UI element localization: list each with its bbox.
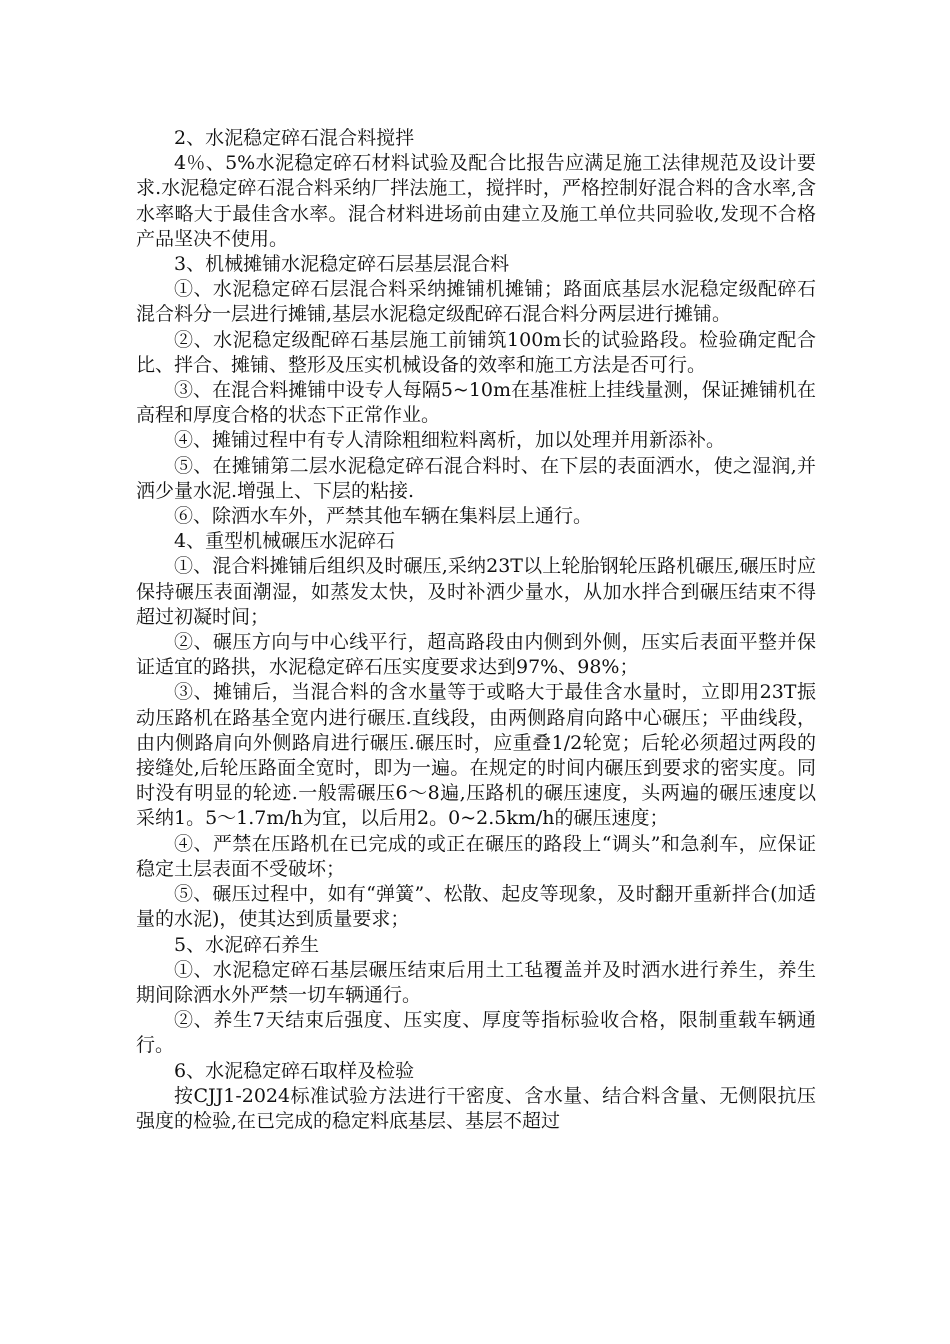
document-body	[136, 126, 816, 1134]
section-heading-sampling: 6、水泥稳定碎石取样及检验	[174, 1059, 415, 1082]
paragraph-paving-1: ①、水泥稳定碎石层混合料采纳摊铺机摊铺；路面底基层水泥稳定级配碎石混合料分一层进行摊铺,基层水泥稳定级配碎石混合料分两层进行摊铺。	[136, 278, 816, 326]
paragraph-rolling-3: ③、摊铺后，当混合料的含水量等于或略大于最佳含水量时，立即用23T振动压路机在路基全宽内进行碾压.直线段，由两侧路肩向路中心碾压；平曲线段，由内侧路肩向外侧路肩进行碾压.碾压时，应重叠1/2轮宽；后轮必须超过两段的接缝处,后轮压路面全宽时，即为一遍。在规定的时间内碾压到要求的密实度。同时没有明显的轮迹.一般需碾压6～8遍,压路机的碾压速度，头两遍的碾压速度以采纳1。5～1.7m/h为宜，以后用2。0~2.5km/h的碾压速度；	[136, 681, 816, 830]
paragraph-rolling-5: ⑤、碾压过程中，如有“弹簧”、松散、起皮等现象，及时翻开重新拌合(加适量的水泥)，使其达到质量要求；	[136, 883, 816, 931]
paragraph-mixing-requirements: 4％、5%水泥稳定碎石材料试验及配合比报告应满足施工法律规范及设计要求.水泥稳定碎石混合料采纳厂拌法施工，搅拌时，严格控制好混合料的含水率,含水率略大于最佳含水率。混合材料进场前由建立及施工单位共同验收,发现不合格产品坚决不使用。	[136, 152, 816, 250]
section-heading-curing: 5、水泥碎石养生	[174, 933, 320, 956]
paragraph-paving-5: ⑤、在摊铺第二层水泥稳定碎石混合料时、在下层的表面洒水，使之湿润,并洒少量水泥.增强上、下层的粘接.	[136, 454, 816, 502]
section-heading-rolling: 4、重型机械碾压水泥碎石	[174, 530, 396, 553]
paragraph-rolling-1: ①、混合料摊铺后组织及时碾压,采纳23T以上轮胎钢轮压路机碾压,碾压时应保持碾压表面潮湿，如蒸发太快，及时补洒少量水，从加水拌合到碾压结束不得超过初凝时间；	[136, 555, 816, 628]
paragraph-paving-3: ③、在混合料摊铺中设专人每隔5~10m在基准桩上挂线量测，保证摊铺机在高程和厚度合格的状态下正常作业。	[136, 379, 816, 427]
section-heading-paving: 3、机械摊铺水泥稳定碎石层基层混合料	[174, 253, 510, 276]
paragraph-curing-2: ②、养生7天结束后强度、压实度、厚度等指标验收合格，限制重载车辆通行。	[136, 1009, 816, 1057]
paragraph-paving-4: ④、摊铺过程中有专人清除粗细粒料离析，加以处理并用新添补。	[174, 429, 726, 452]
paragraph-curing-1: ①、水泥稳定碎石基层碾压结束后用土工毡覆盖并及时洒水进行养生，养生期间除洒水外严禁一切车辆通行。	[136, 958, 816, 1006]
section-heading-mixing: 2、水泥稳定碎石混合料搅拌	[174, 127, 415, 149]
paragraph-paving-2: ②、水泥稳定级配碎石基层施工前铺筑100m长的试验路段。检验确定配合比、拌合、摊铺、整形及压实机械设备的效率和施工方法是否可行。	[136, 328, 816, 376]
paragraph-paving-6: ⑥、除洒水车外，严禁其他车辆在集料层上通行。	[174, 505, 593, 528]
paragraph-rolling-4: ④、严禁在压路机在已完成的或正在碾压的路段上“调头”和急刹车，应保证稳定土层表面不受破坏；	[136, 832, 816, 880]
paragraph-rolling-2: ②、碾压方向与中心线平行，超高路段由内侧到外侧，压实后表面平整并保证适宜的路拱，水泥稳定碎石压实度要求达到97%、98%；	[136, 631, 816, 679]
paragraph-sampling: 按CJJ1-2024标准试验方法进行干密度、含水量、结合料含量、无侧限抗压强度的检验,在已完成的稳定料底基层、基层不超过	[136, 1084, 816, 1132]
